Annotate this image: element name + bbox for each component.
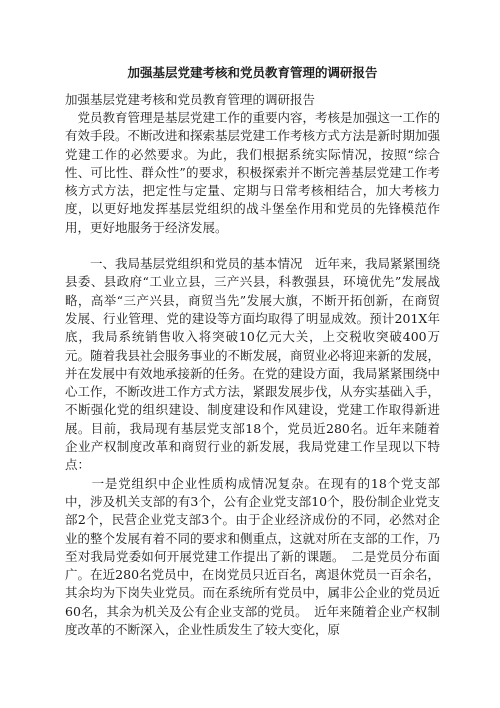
section-one-paragraph: 一、我局基层党组织和党员的基本情况 近年来，我局紧紧围绕县委、县政府“工业立县，三产兴县，科教强县，环境优先”发展战略，高举“三产兴县，商贸当先”发展大旗，不断开拓创新，在商贸发展、行业管理、党的建设等方面均取得了明显成效。预计201X年底，我局系统销售收入将突破10亿元大关，上交税收突破400万元。随着我县社会服务事业的不断发展，商贸业必将迎来新的发展，并在发展中有效地承接新的任务。在党的建设方面，我局紧紧围绕中心工作，不断改进工作方式方法，紧跟发展步伐，从夯实基础入手，不断强化党的组织建设、制度建设和作风建设，党建工作取得新进展。目前，我局现有基层党支部18个，党员近280名。近年来随着企业产权制度改革和商贸行业的新发展，我局党建工作呈现以下特点： (65, 256, 441, 473)
document-subtitle: 加强基层党建考核和党员教育管理的调研报告 (65, 92, 316, 107)
paragraph-gap (65, 237, 440, 255)
document-title: 加强基层党建考核和党员教育管理的调研报告 (127, 65, 378, 80)
characteristics-paragraph: 一是党组织中企业性质构成情况复杂。在现有的18个党支部中，涉及机关支部的有3个，公有企业党支部10个，股份制企业党支部2个，民营企业党支部3个。由于企业经济成份的不同，必然对企业的整个发展有着不同的要求和侧重点，这就对所在支部的工作，乃至对我局党委如何开展党建工作提出了新的课题。 二是党员分布面广。在近280名党员中，在岗党员只近百名，离退休党员一百余名，其余均为下岗失业党员。而在系统所有党员中，属非公企业的党员近60名，其余为机关及公有企业支部的党员。 近年来随着企业产权制度改革的不断深入，企业性质发生了较大变化，原 (65, 475, 441, 638)
intro-paragraph: 党员教育管理是基层党建工作的重要内容，考核是加强这一工作的有效手段。不断改进和探索基层党建工作考核方式方法是新时期加强党建工作的必然要求。为此，我们根据系统实际情况，按照“综合性、可比性、群众性”的要求，积极探索并不断完善基层党建工作考核方式方法，把定性与定量、定期与日常考核相结合，加大考核力度，以更好地发挥基层党组织的战斗堡垒作用和党员的先锋模范作用，更好地服务于经济发展。 (65, 110, 441, 235)
